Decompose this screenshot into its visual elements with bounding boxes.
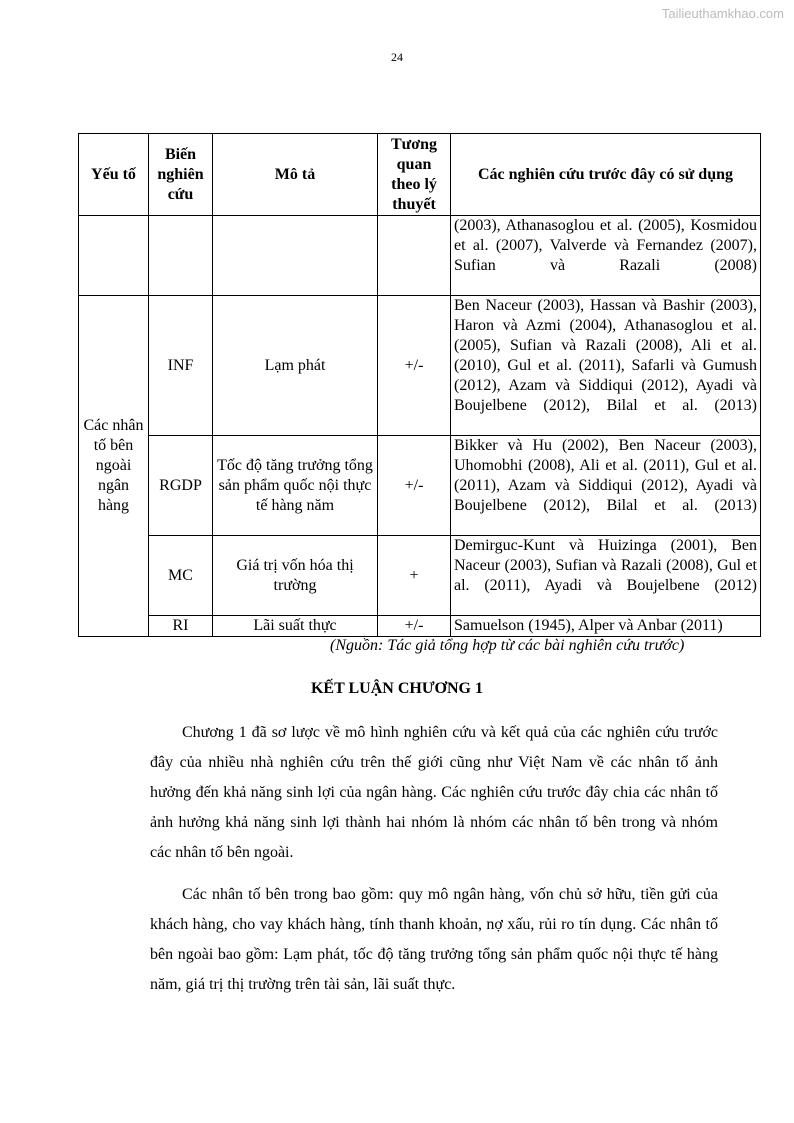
factors-table [78,133,761,637]
table-header-row [79,134,761,216]
paragraph: Các nhân tố bên trong bao gồm: quy mô ngân hàng, vốn chủ sở hữu, tiền gửi của khách hàng, cho vay khách hàng, tính thanh khoản, nợ xấu, rủi ro tín dụng. Các nhân tố bên ngoài bao gồm: Lạm phát, tốc độ tăng trưởng tổng sản phẩm quốc nội thực tế hàng năm, giá trị thị trường trên tài sản, lãi suất thực. [150,886,718,993]
table-row [79,436,761,536]
table-row [79,296,761,436]
studies-cell: Ben Naceur (2003), Hassan và Bashir (2003), Haron và Azmi (2004), Athanasoglou et al. (2005), Sufian và Razali (2008), Ali et al. (2010), Gul et al. (2011), Safarli và Gumush (2012), Azam và Siddiqui (2012), Ayadi và Boujelbene (2012), Bilal et al. (2013) [451,296,761,436]
description-cell: Giá trị vốn hóa thị trường [213,536,378,616]
sign-cell: + [378,536,451,616]
sign-cell: +/- [378,296,451,436]
paragraph: Chương 1 đã sơ lược về mô hình nghiên cứu và kết quả của các nghiên cứu trước đây của nhiều nhà nghiên cứu trên thế giới cũng như Việt Nam về các nhân tố ảnh hưởng đến khả năng sinh lợi của ngân hàng. Các nghiên cứu trước đây chia các nhân tố ảnh hưởng khả năng sinh lợi thành hai nhóm là nhóm các nhân tố bên trong và nhóm các nhân tố bên ngoài. [150,724,718,861]
studies-cell: Samuelson (1945), Alper và Anbar (2011) [451,616,761,637]
variable-cell: RGDP [149,436,213,536]
page-number: 24 [391,50,403,64]
header-correlation: Tương quan theo lý thuyết [378,134,451,216]
description-cell: Lãi suất thực [213,616,378,637]
table-row [79,536,761,616]
studies-cell: (2003), Athanasoglou et al. (2005), Kosmidou et al. (2007), Valverde và Fernandez (2007), Sufian và Razali (2008) [451,216,761,296]
header-variable: Biến nghiên cứu [149,134,213,216]
variable-cell: RI [149,616,213,637]
header-studies: Các nghiên cứu trước đây có sử dụng [451,134,761,216]
studies-cell: Demirguc-Kunt và Huizinga (2001), Ben Naceur (2003), Sufian và Razali (2008), Gul et al. (2011), Ayadi và Boujelbene (2012) [451,536,761,616]
sign-cell: +/- [378,616,451,637]
header-description: Mô tả [213,134,378,216]
description-cell: Lạm phát [213,296,378,436]
header-factor: Yếu tố [79,134,149,216]
variable-cell: MC [149,536,213,616]
description-cell: Tốc độ tăng trưởng tổng sản phẩm quốc nội thực tế hàng năm [213,436,378,536]
source-note: (Nguồn: Tác giả tổng hợp từ các bài nghiên cứu trước) [330,637,685,654]
factor-group-cell: Các nhân tố bên ngoài ngân hàng [79,296,149,637]
table-row [79,616,761,637]
variable-cell: INF [149,296,213,436]
watermark: Tailieuthamkhao.com [661,6,784,21]
chapter-conclusion-heading: KẾT LUẬN CHƯƠNG 1 [310,680,483,697]
table-row [79,216,761,296]
studies-cell: Bikker và Hu (2002), Ben Naceur (2003), Uhomobhi (2008), Ali et al. (2011), Gul et al. (2011), Azam và Siddiqui (2012), Ayadi và Boujelbene (2012), Bilal et al. (2013) [451,436,761,536]
sign-cell: +/- [378,436,451,536]
